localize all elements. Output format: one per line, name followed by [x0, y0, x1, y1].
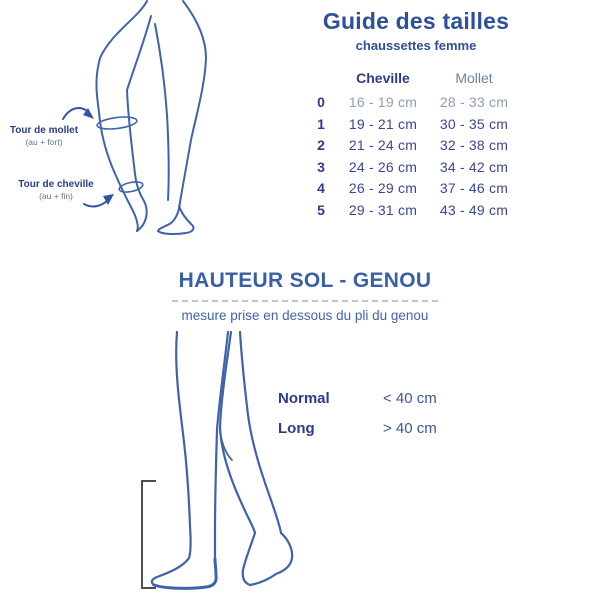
- front-leg-outer-line: [152, 332, 191, 585]
- ankle-annotation-sub: (au + fin): [39, 191, 73, 201]
- calf-ankle-measure-illustration: [10, 0, 280, 245]
- ankle-cell: 29 - 31 cm: [348, 201, 418, 218]
- back-leg-front-line: [220, 332, 255, 585]
- calf-cell: 43 - 49 cm: [439, 201, 509, 218]
- calf-cell: 28 - 33 cm: [439, 94, 509, 111]
- size-cell: 4: [317, 180, 325, 197]
- calf-cell: 32 - 38 cm: [439, 137, 509, 154]
- option-label-normal: Normal: [278, 390, 330, 407]
- column-header-calf: Mollet: [455, 70, 493, 87]
- option-value-normal: < 40 cm: [383, 390, 437, 407]
- ankle-cell: 21 - 24 cm: [348, 137, 418, 154]
- ankle-cell: 24 - 26 cm: [348, 158, 418, 175]
- back-leg-back-line: [240, 332, 292, 585]
- size-table: [306, 70, 518, 221]
- calf-annotation-label: Tour de mollet: [9, 125, 79, 136]
- size-cell: 1: [317, 115, 325, 132]
- option-label-long: Long: [278, 420, 315, 437]
- page-subtitle: chaussettes femme: [355, 38, 477, 53]
- bent-leg-back-line: [127, 16, 151, 231]
- standing-leg-inner-line: [155, 24, 169, 200]
- measure-bracket: [142, 481, 156, 588]
- size-cell: 3: [317, 158, 325, 175]
- height-section-header: [145, 269, 465, 323]
- dashed-divider: [172, 300, 438, 302]
- ankle-cell: 26 - 29 cm: [348, 180, 418, 197]
- floor-to-knee-illustration: [130, 328, 320, 598]
- calf-cell: 34 - 42 cm: [439, 158, 509, 175]
- size-table-corner: [306, 69, 336, 87]
- calf-annotation: [6, 125, 82, 148]
- size-cell: 2: [317, 137, 325, 154]
- column-header-ankle: Cheville: [356, 70, 410, 87]
- ankle-annotation: [16, 179, 96, 202]
- size-cell: 5: [317, 201, 325, 218]
- size-cell: 0: [317, 94, 325, 111]
- calf-cell: 30 - 35 cm: [439, 115, 509, 132]
- ankle-cell: 19 - 21 cm: [348, 115, 418, 132]
- guide-header: [318, 8, 514, 53]
- height-section-title: HAUTEUR SOL - GENOU: [178, 269, 432, 292]
- ankle-annotation-label: Tour de cheville: [18, 179, 94, 190]
- option-value-long: > 40 cm: [383, 420, 437, 437]
- calf-annotation-sub: (au + fort): [25, 137, 63, 147]
- standing-leg-outer-line: [158, 1, 206, 234]
- page-title: Guide des tailles: [322, 8, 510, 34]
- length-options: [278, 390, 437, 437]
- height-section-subtitle: mesure prise en dessous du pli du genou: [181, 308, 429, 323]
- calf-measure-ellipse: [96, 115, 137, 131]
- calf-cell: 37 - 46 cm: [439, 180, 509, 197]
- ankle-cell: 16 - 19 cm: [348, 94, 418, 111]
